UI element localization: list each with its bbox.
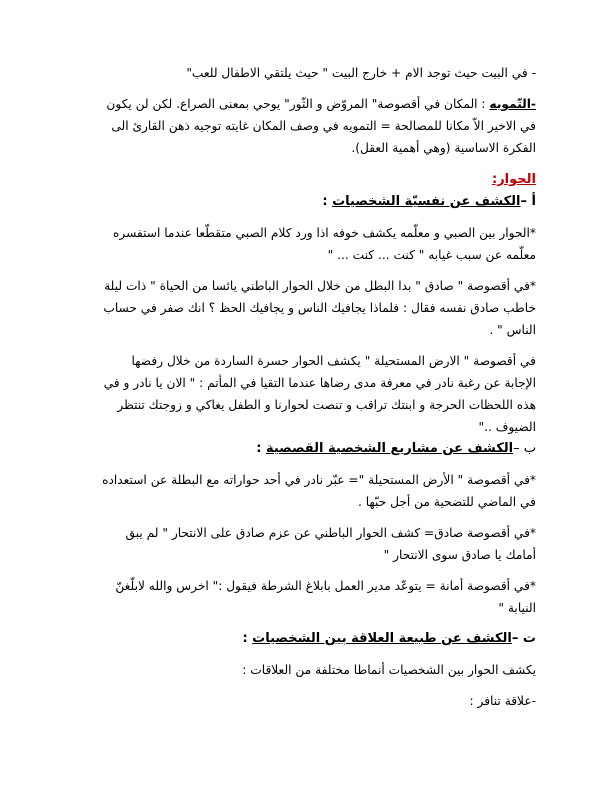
suicide-line-2: أمامك يا صادق سوى الانتحار ": [383, 548, 536, 562]
subheading-c-prefix: ت –: [511, 631, 536, 646]
nader-line-2: في الماضي للتضحية من أجل حبّها .: [357, 495, 536, 509]
relations-text: يكشف الحوار بين الشخصيات أنماطا مختلفة من العلاقات :: [242, 663, 536, 677]
land-line-2: الإجابة عن رغبة نادر في معرفة مدى رضاها عندما التقيا في المأتم : " الان يا نادر و في: [103, 376, 536, 390]
paragraph-sadek: [96, 275, 536, 341]
suicide-line-1: *في أقصوصة صادق= كشف الحوار الباطني عن عزم صادق على الانتحار " لم يبق: [125, 526, 536, 540]
section-title-dialogue: الحوار:: [492, 172, 536, 187]
subheading-b-suffix: :: [256, 441, 266, 456]
subheading-b: [96, 438, 536, 460]
conflict-text: -علاقة تنافر :: [469, 694, 536, 708]
subheading-c: [96, 628, 536, 650]
paragraph-boy-dialogue: [96, 222, 536, 266]
paragraph-nader: [96, 469, 536, 513]
section-title: [96, 168, 536, 191]
subheading-a: [96, 191, 536, 213]
amana-line-1: *في أقصوصة أمانة = يتوعّد مدير العمل بابلاغ الشرطة فيقول :" اخرس والله لابلّغنّ: [115, 579, 536, 593]
subheading-c-title: الكشف عن طبيعة العلاقة بين الشخصيات: [252, 631, 512, 646]
camouflage-line-2: في الاخير الاّ مكانا للمصالحة = التمويه في وصف المكان غايته توجيه ذهن القارئ الى: [111, 119, 536, 133]
paragraph-camouflage: [96, 93, 536, 159]
amana-line-2: النيابة ": [498, 601, 536, 615]
camouflage-line-3: الفكرة الاساسية (وهي أهمية العقل).: [351, 141, 536, 155]
paragraph-impossible-land: [96, 350, 536, 438]
sadek-line-3: الناس " .: [489, 323, 536, 337]
paragraph-conflict: [96, 690, 536, 712]
paragraph-relations: [96, 659, 536, 681]
nader-line-1: *في أقصوصة " الأرض المستحيلة "= عبّر نادر في أحد حواراته مع البطلة عن استعداده: [102, 473, 536, 487]
sadek-line-2: خاطب صادق نفسه فقال : فلماذا يجافيك الناس و يجافيك الحظ ؟ انك صفر في حساب: [103, 301, 536, 315]
subheading-b-prefix: ب –: [513, 441, 536, 456]
land-line-1: في أقصوصة " الارض المستحيلة " يكشف الحوار حسرة الساردة من خلال رفضها: [131, 354, 536, 368]
paragraph-suicide: [96, 522, 536, 566]
paragraph-places: [96, 62, 536, 84]
subheading-b-title: الكشف عن مشاريع الشخصية القصصية: [265, 441, 514, 456]
document-page: [96, 62, 536, 712]
camouflage-line-1: : المكان في أقصوصة" المروّض و الثّور" يوحي بمعنى الصراع. لكن لن يكون: [106, 97, 490, 111]
subheading-a-suffix: :: [322, 194, 333, 209]
land-line-4: الضيوف ..": [478, 420, 536, 434]
sadek-line-1: *في أقصوصة " صادق " بدا البطل من خلال الحوار الباطني يائسا من الحياة " ذات ليلة: [104, 279, 536, 293]
boy-line-1: *الحوار بين الصبي و معلّمه يكشف خوفه اذا ورد كلام الصبي متقطّعا عندما استفسره: [112, 226, 536, 240]
camouflage-term: -التّمويه: [489, 97, 536, 111]
paragraph-places-text: - في البيت حيث توجد الام + خارج البيت " حيث يلتقي الاطفال للعب": [186, 66, 536, 80]
subheading-a-title: الكشف عن نفسيّة الشخصيات: [332, 194, 521, 209]
subheading-a-prefix: أ –: [520, 194, 536, 209]
subheading-c-suffix: :: [242, 631, 253, 646]
land-line-3: هذه اللحظات الحرجة و ابنتك تراقب و تنصت لحوارنا و الطفل يغاكي و زوجتك تنتظر: [117, 398, 536, 412]
boy-line-2: معلّمه عن سبب غيابه " كنت ... كنت ... ": [327, 248, 536, 262]
paragraph-amana: [96, 575, 536, 619]
